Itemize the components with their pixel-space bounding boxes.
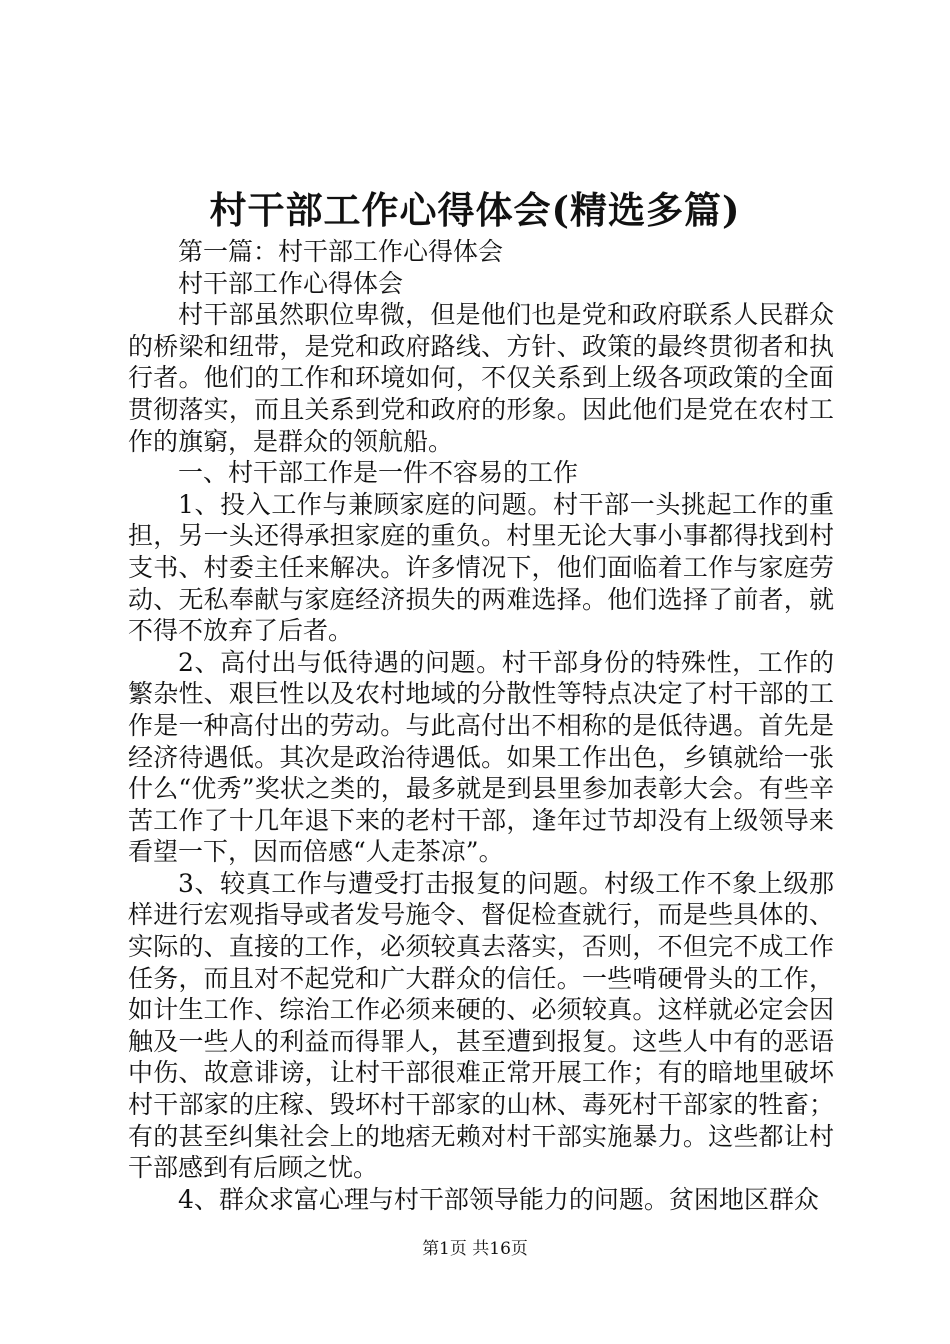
paragraph: 1、投入工作与兼顾家庭的问题。村干部一头挑起工作的重担，另一头还得承担家庭的重负。村里无论大事小事都得找到村支书、村委主任来解决。许多情况下，他们面临着工作与家庭劳动、无私奉献与家庭经济损失的两难选择。他们选择了前者，就不得不放弃了后者。 [128,489,834,646]
document-body [128,236,834,1215]
paragraph: 2、高付出与低待遇的问题。村干部身份的特殊性，工作的繁杂性、艰巨性以及农村地域的分散性等特点决定了村干部的工作是一种高付出的劳动。与此高付出不相称的是低待遇。首先是经济待遇低。其次是政治待遇低。如果工作出色，乡镇就给一张什么“优秀”奖状之类的，最多就是到县里参加表彰大会。有些辛苦工作了十几年退下来的老村干部，逢年过节却没有上级领导来看望一下，因而倍感“人走茶凉”。 [128,647,834,867]
section-heading: 第一篇：村干部工作心得体会 [178,237,504,266]
paragraph: 3、较真工作与遭受打击报复的问题。村级工作不象上级那样进行宏观指导或者发号施令、督促检查就行，而是些具体的、实际的、直接的工作，必须较真去落实，否则，不但完不成工作任务，而且对不起党和广大群众的信任。一些啃硬骨头的工作，如计生工作、综治工作必须来硬的、必须较真。这样就必定会因触及一些人的利益而得罪人，甚至遭到报复。这些人中有的恶语中伤、故意诽谤，让村干部很难正常开展工作；有的暗地里破坏村干部家的庄稼、毁坏村干部家的山林、毒死村干部家的牲畜；有的甚至纠集社会上的地痞无赖对村干部实施暴力。这些都让村干部感到有后顾之忧。 [128,868,834,1183]
sub-heading: 村干部工作心得体会 [178,268,404,298]
document-title: 村干部工作心得体会(精选多篇) [209,188,741,232]
paragraph: 4、群众求富心理与村干部领导能力的问题。贫困地区群众 [178,1184,819,1214]
point-heading: 一、村干部工作是一件不容易的工作 [178,458,579,488]
paragraph: 村干部虽然职位卑微，但是他们也是党和政府联系人民群众的桥梁和纽带，是党和政府路线、方针、政策的最终贯彻者和执行者。他们的工作和环境如何，不仅关系到上级各项政策的全面贯彻落实，而且关系到党和政府的形象。因此他们是党在农村工作的旗窮，是群众的领航船。 [128,300,834,456]
page-number: 第1页 共16页 [422,1239,528,1259]
